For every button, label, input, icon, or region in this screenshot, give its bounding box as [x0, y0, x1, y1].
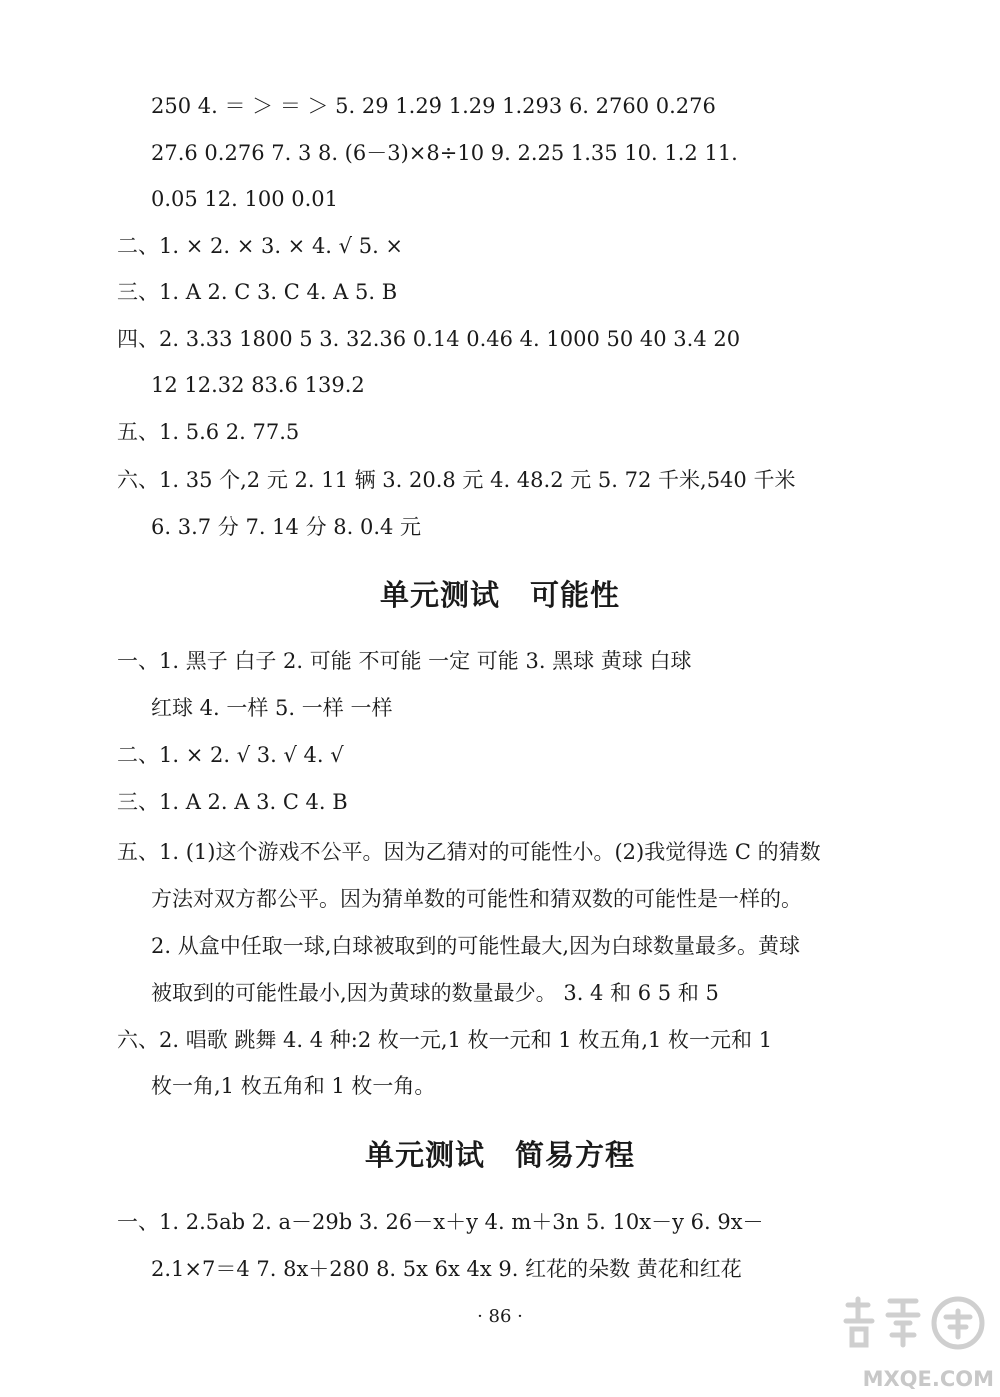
answer-line: 12 12.32 83.6 139.2 [151, 373, 365, 397]
answer-line: 五、1. 5.6 2. 77.5 [117, 420, 300, 444]
answer-line: 0.05 12. 100 0.01 [151, 187, 339, 211]
answer-line: 二、1. × 2. √ 3. √ 4. √ [117, 743, 344, 767]
answer-line: 250 4. ＝ ＞ ＝ ＞ 5. 29 1.29̇ 1.29 1.293 6. 2760 0.276 [151, 94, 716, 118]
answer-line: 六、2. 唱歌 跳舞 4. 4 种:2 枚一元,1 枚一元和 1 枚五角,1 枚一元和 1 [117, 1028, 773, 1052]
page-number: · 86 · [477, 1306, 523, 1327]
answer-line: 27.6 0.276 7. 3 8. (6－3)×8÷10 9. 2.25 1.35 10. 1.2 11. [151, 141, 738, 165]
answer-line: 方法对双方都公平。因为猜单数的可能性和猜双数的可能性是一样的。 [151, 887, 802, 911]
answer-line: 二、1. × 2. × 3. × 4. √ 5. × [117, 234, 404, 258]
answer-line: 红球 4. 一样 5. 一样 一样 [151, 696, 393, 720]
answer-line: 被取到的可能性最小,因为黄球的数量最少。 3. 4 和 6 5 和 5 [151, 981, 719, 1005]
answer-line: 六、1. 35 个,2 元 2. 11 辆 3. 20.8 元 4. 48.2 元 5. 72 千米,540 千米 [117, 468, 796, 492]
section-heading-equation: 单元测试 简易方程 [364, 1138, 635, 1172]
watermark [840, 1287, 1000, 1397]
section-heading-possibility: 单元测试 可能性 [379, 578, 620, 612]
watermark-url: MXQE.COM [862, 1367, 994, 1391]
answer-line: 6. 3.7 分 7. 14 分 8. 0.4 元 [151, 515, 422, 539]
answer-line: 2.1×7＝4 7. 8x＋280 8. 5x 6x 4x 9. 红花的朵数 黄花和红花 [151, 1257, 742, 1281]
answer-line: 三、1. A 2. C 3. C 4. A 5. B [117, 280, 398, 304]
answer-line: 2. 从盒中任取一球,白球被取到的可能性最大,因为白球数量最多。黄球 [151, 934, 801, 958]
answer-line: 一、1. 黑子 白子 2. 可能 不可能 一定 可能 3. 黑球 黄球 白球 [117, 649, 692, 673]
answer-line: 一、1. 2.5ab 2. a－29b 3. 26－x＋y 4. m＋3n 5. 10x－y 6. 9x－ [117, 1210, 764, 1234]
answer-line: 五、1. (1)这个游戏不公平。因为乙猜对的可能性小。(2)我觉得选 C 的猜数 [117, 840, 821, 864]
answer-line: 三、1. A 2. A 3. C 4. B [117, 790, 348, 814]
answer-line: 四、2. 3.33 1800 5 3. 32.36 0.14 0.46 4. 1000 50 40 3.4 20 [117, 327, 741, 351]
watermark-logo-icon [838, 1291, 988, 1351]
answer-line: 枚一角,1 枚五角和 1 枚一角。 [151, 1074, 436, 1098]
